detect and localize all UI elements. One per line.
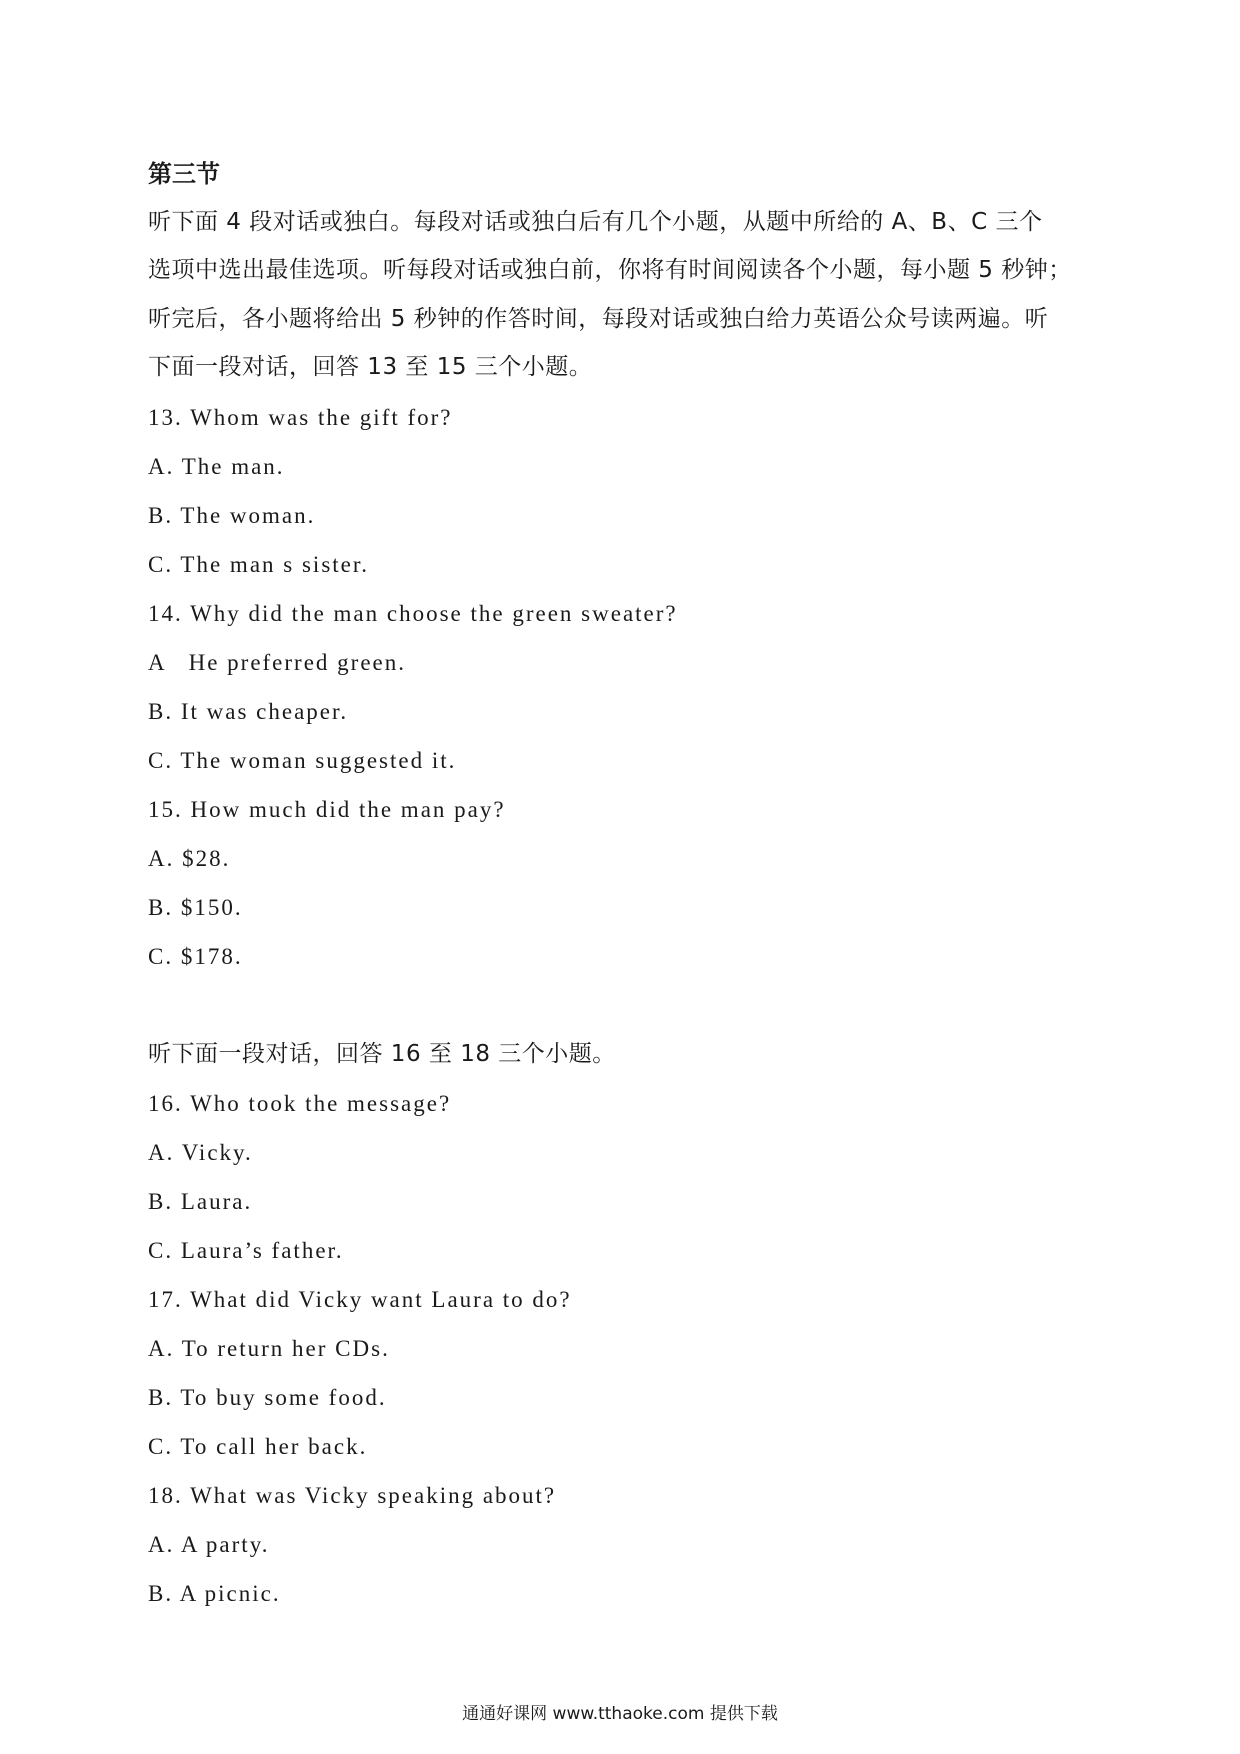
question-18: 18. What was Vicky speaking about? xyxy=(148,1483,557,1508)
q16-option-c: C. Laura’s father. xyxy=(148,1238,344,1263)
q16-option-b: B. Laura. xyxy=(148,1189,253,1214)
q17-option-a: A. To return her CDs. xyxy=(148,1336,390,1361)
question-14: 14. Why did the man choose the green sweater? xyxy=(148,601,678,626)
instruction-line-3: 听完后，各小题将给出 5 秒钟的作答时间，每段对话或独白给力英语公众号读两遍。听 xyxy=(148,306,1049,332)
q17-option-b: B. To buy some food. xyxy=(148,1385,387,1410)
q18-option-b: B. A picnic. xyxy=(148,1581,281,1606)
q13-option-b: B. The woman. xyxy=(148,503,316,528)
instruction-line-2: 选项中选出最佳选项。听每段对话或独白前，你将有时间阅读各个小题，每小题 5 秒钟； xyxy=(148,257,1072,283)
q14-option-b: B. It was cheaper. xyxy=(148,699,349,724)
q13-option-a: A. The man. xyxy=(148,454,285,479)
instruction-line-1: 听下面 4 段对话或独白。每段对话或独白后有几个小题，从题中所给的 A、B、C 三个 xyxy=(148,209,1043,235)
q15-option-b: B. $150. xyxy=(148,895,243,920)
q18-option-a: A. A party. xyxy=(148,1532,270,1557)
dialogue-2-instruction: 听下面一段对话，回答 16 至 18 三个小题。 xyxy=(148,1041,616,1067)
q14-option-c: C. The woman suggested it. xyxy=(148,748,457,773)
instruction-line-4: 下面一段对话，回答 13 至 15 三个小题。 xyxy=(148,354,593,380)
q13-option-c: C. The man s sister. xyxy=(148,552,370,577)
q15-option-c: C. $178. xyxy=(148,944,243,969)
q15-option-a: A. $28. xyxy=(148,846,231,871)
page-footer: 通通好课网 www.tthaoke.com 提供下载 xyxy=(462,1704,778,1724)
q17-option-c: C. To call her back. xyxy=(148,1434,368,1459)
q16-option-a: A. Vicky. xyxy=(148,1140,253,1165)
q14-option-a: A He preferred green. xyxy=(148,650,406,675)
question-16: 16. Who took the message? xyxy=(148,1091,452,1116)
question-15: 15. How much did the man pay? xyxy=(148,797,506,822)
section-title: 第三节 xyxy=(148,160,220,188)
question-13: 13. Whom was the gift for? xyxy=(148,405,453,430)
question-17: 17. What did Vicky want Laura to do? xyxy=(148,1287,572,1312)
